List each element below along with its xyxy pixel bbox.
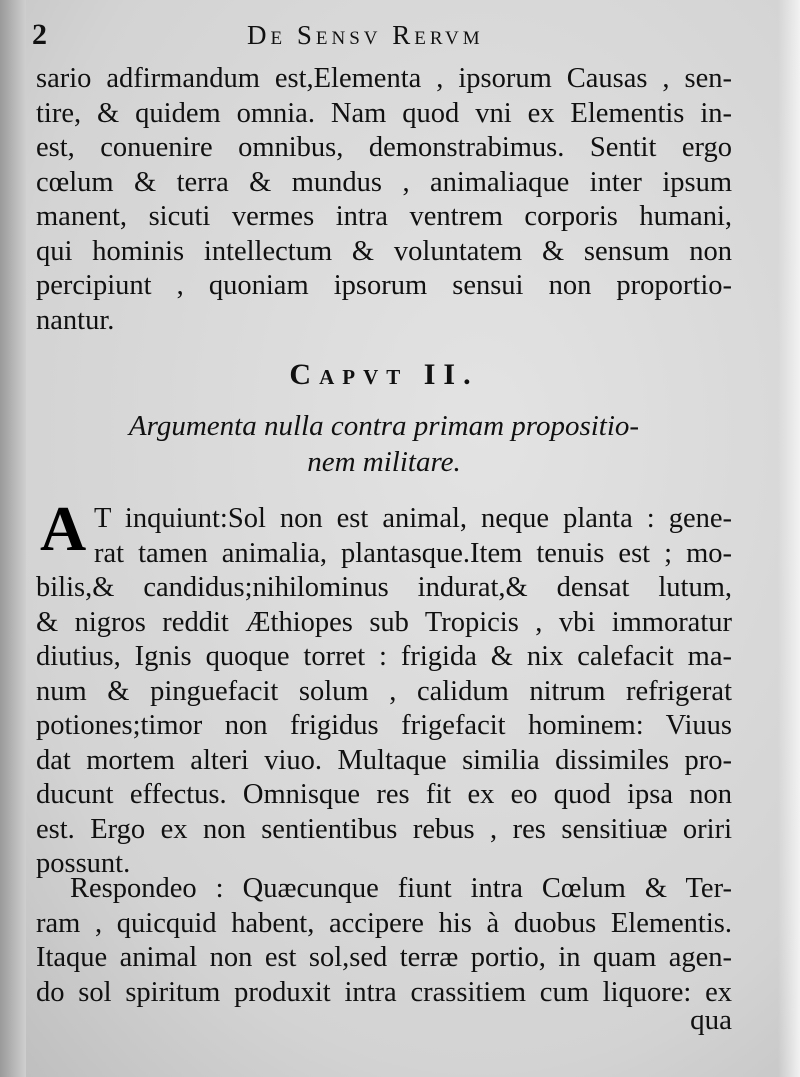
top-paragraph (36, 62, 732, 338)
text-line: & nigros reddit Æthiopes sub Tropicis , vbi immoratur (36, 606, 732, 638)
text-line: num & pinguefacit solum , calidum nitrum refrigerat (36, 675, 732, 707)
text-line: bilis,& candidus;nihilominus indurat,& densat lutum, (36, 572, 732, 603)
text-line: T inquiunt:Sol non est animal, neque planta : gene- (94, 503, 732, 534)
text-line: potiones;timor non frigidus frigefacit hominem: Viuus (36, 710, 732, 741)
chapter-heading: Capvt II. (289, 358, 479, 391)
subtitle-line: nem militare. (307, 446, 461, 478)
subtitle-line: Argumenta nulla contra primam propositio- (128, 410, 640, 442)
text-line: manent, sicuti vermes intra ventrem corporis humani, (36, 201, 732, 232)
running-head: De Sensv Rervm (247, 20, 484, 50)
chapter-subtitle (36, 408, 732, 480)
text-line: diutius, Ignis quoque torret : frigida & nix calefacit ma- (36, 641, 732, 672)
text-line: nantur. (36, 304, 115, 336)
second-paragraph (36, 872, 732, 1010)
page-edge (778, 0, 800, 1077)
page-header (32, 14, 732, 54)
text-line: est. Ergo ex non sentientibus rebus , res sensitiuæ oriri (36, 813, 732, 845)
text-line: do sol spiritum produxit intra crassitiem cum liquore: ex (36, 976, 732, 1008)
first-paragraph (36, 502, 732, 882)
text-line: rat tamen animalia, plantasque.Item tenuis est ; mo- (94, 537, 732, 569)
page-number: 2 (32, 18, 47, 51)
text-line: qui hominis intellectum & voluntatem & sensum non (36, 235, 732, 267)
page-gutter-shadow (0, 0, 26, 1077)
text-line: percipiunt , quoniam ipsorum sensui non proportio- (36, 270, 732, 301)
text-line: Itaque animal non est sol,sed terræ portio, in quam agen- (36, 942, 732, 973)
drop-cap: A (40, 493, 87, 564)
text-line: est, conuenire omnibus, demonstrabimus. Sentit ergo (36, 132, 732, 163)
catchword: qua (690, 1004, 732, 1036)
text-line: sario adfirmandum est,Elementa , ipsorum Causas , sen- (36, 63, 732, 94)
text-line: cœlum & terra & mundus , animaliaque inter ipsum (36, 166, 732, 198)
text-line: possunt. (36, 848, 131, 879)
text-line: dat mortem alteri viuo. Multaque similia dissimiles pro- (36, 744, 732, 776)
text-line: Respondeo : Quæcunque fiunt intra Cœlum & Ter- (70, 873, 732, 904)
text-line: ducunt effectus. Omnisque res fit ex eo quod ipsa non (36, 779, 732, 810)
text-line: ram , quicquid habent, accipere his à duobus Elementis. (36, 907, 732, 939)
text-line: tire, & quidem omnia. Nam quod vni ex Elementis in- (36, 97, 732, 129)
